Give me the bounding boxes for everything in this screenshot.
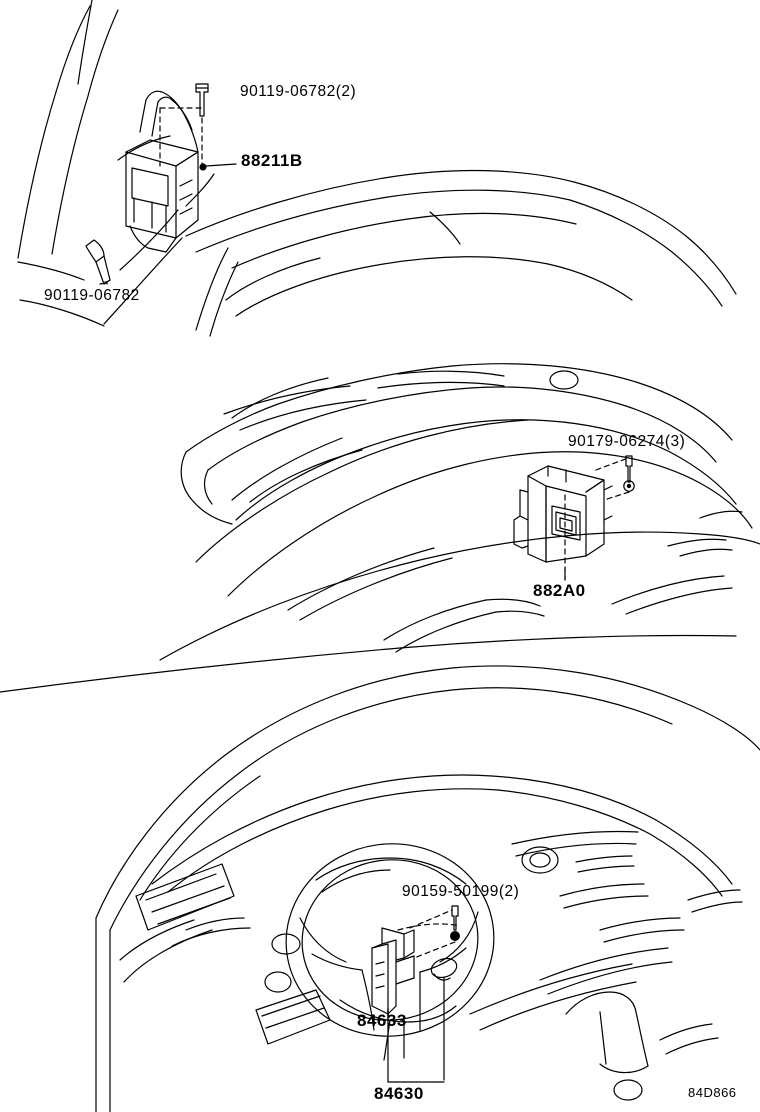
trunk-lid-lines <box>224 371 578 430</box>
rear-body-outline <box>181 364 752 596</box>
radar-screw <box>624 456 634 491</box>
label-bolt-upper-pair: 90119-06782(2) <box>240 83 357 100</box>
label-cruise-switch: 84630 <box>374 1084 424 1103</box>
label-bolt-lower-single: 90119-06782 <box>44 287 140 304</box>
label-figure-code: 84D866 <box>688 1085 737 1100</box>
label-radar-sensor: 882A0 <box>533 581 586 600</box>
label-actuator-bracket: 88211B <box>241 151 303 170</box>
leader-88211b <box>199 163 236 170</box>
radar-sensor-assembly <box>514 466 612 562</box>
label-screw-switch: 90159-50199(2) <box>402 883 520 900</box>
switch-screw <box>450 906 460 941</box>
hood-and-fender-outline <box>186 171 736 316</box>
front-body-outline <box>18 0 214 326</box>
upper-bolt <box>196 84 208 116</box>
rear-lamp-and-bumper-details <box>160 378 760 660</box>
label-screw-radar: 90179-06274(3) <box>568 433 686 450</box>
upper-bolt-guide <box>160 108 202 170</box>
lower-bolt <box>86 240 110 284</box>
label-switch-bracket: 84633 <box>357 1011 407 1030</box>
instrument-cluster-vents <box>120 864 330 1044</box>
